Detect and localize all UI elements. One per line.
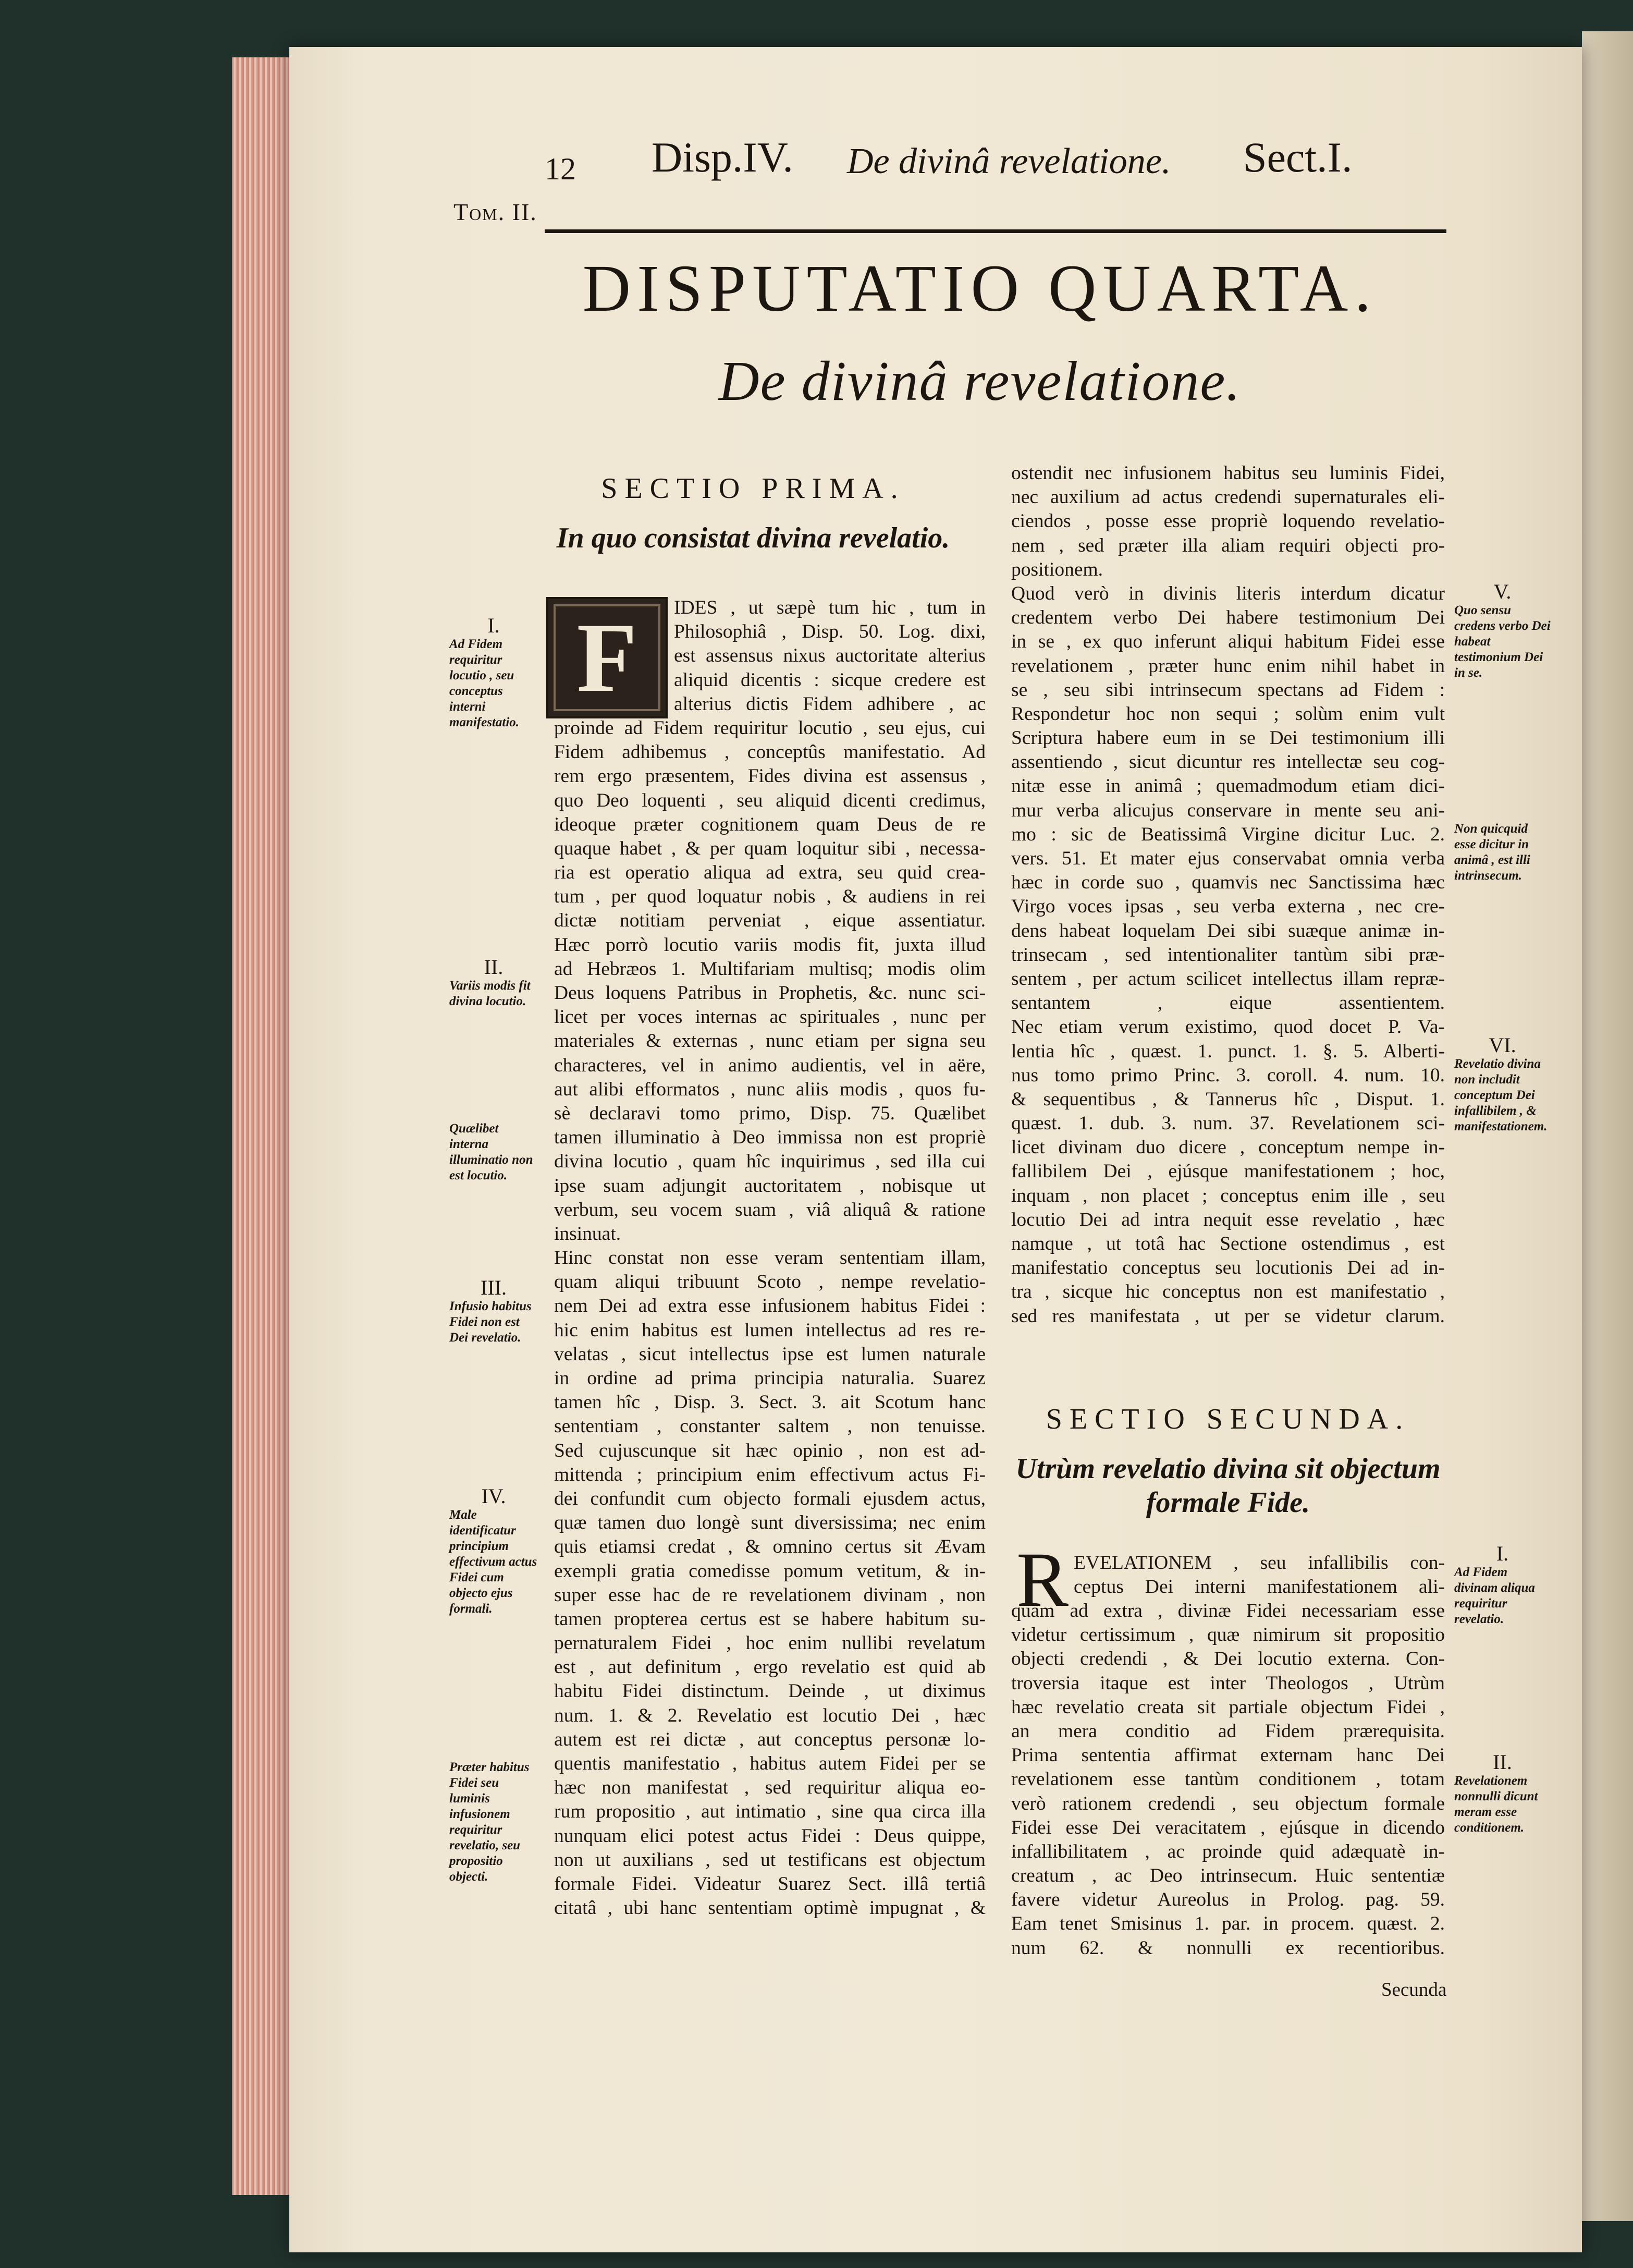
text-line: characteres, vel in animo audientis, vel in aëre, [554,1054,986,1076]
text-line: manifestatio conceptus seu locutionis Dei ad in- [1011,1257,1445,1279]
text-line: formale Fidei. Videatur Suarez Sect. illâ tertiâ [554,1873,986,1895]
margin-note-text: Non quicquid esse dicitur in animâ , est illi intrinsecum. [1454,822,1530,883]
text-line: nem , sed præter illa aliam requiri objecti pro- [1011,534,1445,556]
text-line: quam ad extra , divinæ Fidei necessariam esse [1011,1600,1445,1621]
text-line: quam aliqui tribuunt Scoto , nempe revelatio- [554,1271,986,1293]
text-line: pernaturalem Fidei , hoc enim nullibi revelatum [554,1632,986,1654]
text-line: in se , ex quo inferunt aliqui habitum Fidei esse [1011,631,1445,653]
text-line: an mera conditio ad Fidem prærequisita. [1011,1720,1445,1742]
running-section: Sect.I. [1243,133,1353,181]
text-line: tamen hîc , Disp. 3. Sect. 3. ait Scotum hanc [554,1392,986,1413]
text-line: habitu Fidei distinctum. Deinde , ut diximus [554,1680,986,1702]
text-line: nus tomo primo Princ. 3. coroll. 4. num. 10. [1011,1064,1445,1086]
margin-note-text: Ad Fidem requiritur locutio , seu conceptus interni manifestatio. [449,637,520,729]
text-line: Sed cujuscunque sit hæc opinio , non est ad- [554,1440,986,1461]
text-line: Virgo voces ipsas , seu verba externa , nec cre- [1011,896,1445,918]
running-disp: Disp.IV. [652,133,793,181]
text-line: insinuat. [554,1223,621,1245]
text-line: quis etiamsi credat , & omnino certus sit Ævam [554,1536,986,1558]
text-line: locutio Dei ad intra nequit esse revelatio , hæc [1011,1209,1445,1230]
right-margin-note-3 [1454,1033,1551,1135]
text-line: nec auxilium ad actus credendi supernaturales eli- [1011,486,1445,508]
section-1-heading: SECTIO PRIMA. [601,472,905,505]
text-line: Scriptura habere eum in se Dei testimonium illi [1011,727,1445,749]
text-line: alterius dictis Fidem adhibere , ac [674,693,986,715]
left-margin-note-1 [449,614,538,730]
margin-note-number: I. [1496,1542,1509,1565]
text-line: positionem. [1011,558,1103,580]
text-line: ciendos , posse esse propriè loquendo revelatio- [1011,510,1445,532]
text-line: dictæ notitiam perveniat , eique assentiatur. [554,910,986,932]
margin-note-text: Quo sensu credens verbo Dei habeat testimonium Dei in se. [1454,603,1551,680]
text-line: revelationem esse tantùm conditionem , totam [1011,1769,1445,1790]
text-line: assentiendo , sicut dicuntur res intellectæ seu cog- [1011,751,1445,773]
text-line: tamen propterea certus est se habere habitum su- [554,1608,986,1630]
text-line: ipse suam adjungit auctoritatem , nobisque ut [554,1175,986,1197]
text-line: sentem , per actum scilicet intellectus illam repræ- [1011,968,1445,990]
margin-note-text: Variis modis fit divina locutio. [449,979,531,1008]
right-margin-note-5 [1454,1750,1551,1836]
text-line: aut alibi efformatos , nunc aliis modis , quos fu- [554,1078,986,1100]
text-line: sentantem , eique assentientem. [1011,992,1445,1014]
right-column-text-intro [1074,1551,1445,1599]
text-line: exempli gratia comedisse pomum vetitum, & in- [554,1560,986,1582]
text-line: tamen illuminatio à Deo immissa non est propriè [554,1127,986,1149]
margin-note-number: I. [487,614,500,637]
left-margin-note-6 [449,1760,538,1885]
text-line: hæc in corde suo , quamvis nec Sanctissima hæc [1011,872,1445,894]
text-line: est assensus nixus auctoritate alterius [674,645,986,667]
right-column-text-bottom [1011,1599,1445,1960]
text-line: EVELATIONEM , seu infallibilis con- [1074,1552,1445,1574]
right-margin-note-4 [1454,1542,1551,1627]
section-1-subheading: In quo consistat divina revelatio. [556,522,950,554]
text-line: troversia itaque est inter Theologos , Utrùm [1011,1672,1445,1694]
margin-note-text: Infusio habitus Fidei non est Dei revelatio. [449,1299,532,1345]
right-margin-note-2 [1454,821,1551,884]
volume-mark: Tom. II. [453,199,537,225]
text-line: tum , per quod loquatur nobis , & audiens in rei [554,886,986,908]
text-line: Respondetur hoc non sequi ; solùm enim vult [1011,703,1445,725]
text-line: quæ tamen duo longè sunt diversissima; nec enim [554,1512,986,1534]
page-number: 12 [545,152,576,186]
text-line: trinsecam , sed intentionaliter tantùm sibi præ- [1011,944,1445,966]
text-line: Nec etiam verum existimo, quod docet P. Va- [1011,1016,1445,1038]
text-line: namque , ut totâ hac Sectione ostendimus , est [1011,1233,1445,1254]
text-line: tra , sicque hic conceptus non est manifestatio , [1011,1281,1445,1303]
text-line: non ut auxilians , sed ut testificans est objectum [554,1849,986,1871]
text-line: hæc non manifestat , sed requiritur aliqua eo- [554,1777,986,1799]
big-initial: R [1016,1537,1069,1623]
margin-note-text: Male identificatur principium effectivum actus Fidei cum objecto ejus formali. [449,1508,537,1616]
text-line: ria est operatio aliqua ad extra, seu quid crea- [554,862,986,884]
header-rule [545,229,1446,233]
text-line: lentia hîc , quæst. 1. punct. 1. §. 5. Alberti- [1011,1040,1445,1062]
text-line: Philosophiâ , Disp. 50. Log. dixi, [674,621,986,643]
margin-note-number: III. [481,1276,507,1299]
text-line: dei confundit cum objecto formali ejusdem actus, [554,1487,986,1509]
text-line: quo Deo loquenti , seu aliquid dicenti credimus, [554,789,986,811]
margin-note-number: V. [1493,580,1512,603]
left-margin-note-5 [449,1484,538,1617]
text-line: divina locutio , quam hîc inquirimus , sed illa cui [554,1151,986,1173]
text-line: ceptus Dei interni manifestationem ali- [1074,1576,1445,1598]
text-line: verbum, seu vocem suam , viâ aliquâ & ratione [554,1199,986,1221]
text-line: dens habeat loquelam Dei sibi suæque animæ in- [1011,920,1445,942]
text-line: Fidei esse Dei veracitatem , ejúsque in dicendo [1011,1816,1445,1838]
margin-note-text: Quælibet interna illuminatio non est locutio. [449,1121,533,1182]
text-line: citatâ , ubi hanc sententiam optimè impugnat , & [554,1897,986,1919]
section-2-subheading-1: Utrùm revelatio divina sit objectum [1015,1453,1441,1485]
text-line: nunquam elici potest actus Fidei : Deus quippe, [554,1825,986,1847]
text-line: favere videtur Aureolus in Prolog. pag. 59. [1011,1889,1445,1911]
section-2-subheading-2: formale Fide. [1146,1486,1310,1519]
text-line: mo : sic de Beatissimâ Virgine dicitur Luc. 2. [1011,823,1445,845]
text-line: fallibilem Dei , ejúsque manifestationem ; hoc, [1011,1161,1445,1182]
text-line: aliquid dicentis : sicque credere est [674,669,986,691]
text-line: vers. 51. Et mater ejus conservabat omnia verba [1011,848,1445,869]
text-line: hic enim habitus est lumen intellectus ad res re- [554,1319,986,1341]
text-line: hæc revelatio creata sit partiale objectum Fidei , [1011,1696,1445,1718]
drop-initial: F [546,597,668,718]
text-line: velatas , sicut intellectus ipse est lumen naturale [554,1343,986,1365]
text-line: ideoque præter cognitionem quam Deus de re [554,813,986,835]
text-line: objecti credendi , & Dei locutio externa. Con- [1011,1648,1445,1670]
section-2-heading: SECTIO SECUNDA. [1046,1403,1410,1435]
text-line: verò rationem credendi , seu objectum formale [1011,1793,1445,1814]
text-line: quaque habet , & per quam loquitur sibi , necessa- [554,837,986,859]
running-title: De divinâ revelatione. [847,141,1171,181]
text-line: creatum , ac Deo intrinsecum. Huic sententiæ [1011,1865,1445,1887]
right-column-text-top [1011,461,1445,1328]
text-line: se , seu sibi intrinsecum spectans ad Fidem : [1011,679,1445,701]
left-column-text [554,596,986,1920]
text-line: inquam , non placet ; conceptus enim ille , seu [1011,1185,1445,1206]
text-line: rem ergo præsentem, Fides divina est assensus , [554,765,986,787]
text-line: mittenda ; principium enim effectivum actus Fi- [554,1464,986,1485]
text-line: quentis manifestatio , habitus autem Fidei per se [554,1753,986,1774]
page-right-edge [1582,31,1633,2221]
text-line: autem est rei dictæ , aut conceptus personæ lo- [554,1728,986,1750]
page-subtitle: De divinâ revelatione. [718,350,1242,412]
text-line: Prima sententia affirmat externam hanc Dei [1011,1745,1445,1766]
text-line: Hinc constat non esse veram sententiam illam, [554,1247,986,1269]
text-line: Fidem adhibemus , conceptûs manifestatio. Ad [554,741,986,763]
margin-note-text: Revelationem nonnulli dicunt meram esse conditionem. [1454,1774,1538,1835]
text-line: nem Dei ad extra esse infusionem habitus Fidei : [554,1295,986,1317]
text-line: Eam tenet Smisinus 1. par. in procem. quæst. 2. [1011,1913,1445,1935]
left-margin-note-4 [449,1276,538,1346]
text-line: credentem verbo Dei habere testimonium Dei [1011,607,1445,629]
left-margin-note-3 [449,1121,538,1184]
text-line: rum propositio , aut intimatio , sine qua circa illa [554,1801,986,1823]
text-line: sententiam , constanter saltem , non tenuisse. [554,1416,986,1437]
margin-note-number: II. [1493,1750,1512,1774]
margin-note-text: Revelatio divina non includit conceptum Dei infallibilem , & manifestationem. [1454,1057,1548,1133]
text-line: infallibilitatem , ac proinde quid adæquatè in- [1011,1840,1445,1862]
text-line: est , aut definitum , ergo revelatio est quid ab [554,1656,986,1678]
text-line: in ordine ad prima principia naturalia. Suarez [554,1368,986,1389]
catchword: Secunda [1381,1979,1447,2001]
text-line: super esse hac de re revelationem divinam , non [554,1584,986,1606]
text-line: ad Hebræos 1. Multifariam multisq; modis olim [554,958,986,980]
text-line: quæst. 1. dub. 3. num. 37. Revelationem sci- [1011,1113,1445,1135]
text-line: revelationem , præter hunc enim nihil habet in [1011,655,1445,677]
text-line: num. 1. & 2. Revelatio est locutio Dei , hæc [554,1704,986,1726]
text-line: num 62. & nonnulli ex recentioribus. [1011,1937,1445,1959]
text-line: nitæ esse in animâ ; quemadmodum etiam dici- [1011,775,1445,797]
text-line: ostendit nec infusionem habitus seu luminis Fidei, [1011,462,1445,484]
margin-note-number: IV. [481,1484,506,1508]
text-line: proinde ad Fidem requiritur locutio , seu ejus, cui [554,717,986,739]
text-line: Deus loquens Patribus in Prophetis, &c. nunc sci- [554,982,986,1004]
text-line: materiales & externas , nunc etiam per signa seu [554,1030,986,1052]
page-title: DISPUTATIO QUARTA. [582,251,1378,325]
text-line: videtur certissimum , quæ nimirum sit propositio [1011,1624,1445,1646]
text-line: Quod verò in divinis literis interdum dicatur [1011,582,1445,604]
text-line: IDES , ut sæpè tum hic , tum in [674,597,986,618]
text-line: Hæc porrò locutio variis modis fit, juxta illud [554,934,986,956]
margin-note-number: II. [484,955,504,979]
margin-note-number: VI. [1489,1033,1516,1057]
text-line: sè declaravi tomo primo, Disp. 75. Quælibet [554,1102,986,1124]
text-line: licet divinam duo dicere , conceptum nempe in- [1011,1137,1445,1159]
text-line: & sequentibus , & Tannerus hîc , Disput. 1. [1011,1088,1445,1110]
text-line: licet per voces internas ac spirituales , nunc per [554,1006,986,1028]
margin-note-text: Præter habitus Fidei seu luminis infusionem requiritur revelatio, seu propositio objecti. [449,1760,530,1884]
margin-note-text: Ad Fidem divinam aliqua requiritur revelatio. [1454,1565,1535,1626]
left-margin-note-2 [449,955,538,1009]
text-line: sed res manifestata , ut per se videtur clarum. [1011,1305,1445,1327]
right-margin-note-1 [1454,580,1551,681]
page-edges [232,57,294,2195]
text-line: mur verba alicujus conservare in mente seu ani- [1011,799,1445,821]
